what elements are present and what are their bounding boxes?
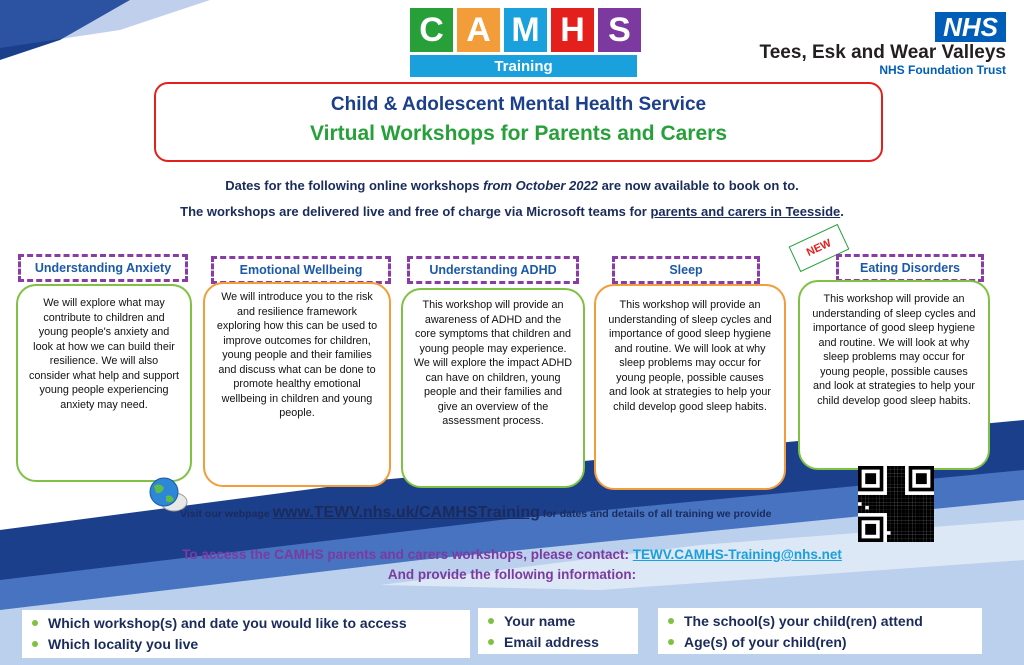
info-item: Which locality you live — [48, 634, 462, 655]
workshop-title-emotional-wellbeing: Emotional Wellbeing — [211, 256, 391, 284]
info-item: Your name — [504, 611, 630, 632]
workshop-card-eating-disorders — [798, 280, 990, 470]
info-box-workshop — [22, 610, 470, 658]
intro-date: from October 2022 — [483, 178, 598, 193]
workshop-title-sleep: Sleep — [612, 256, 760, 284]
intro-text: Dates for the following online workshops — [225, 178, 484, 193]
info-box-contact — [478, 608, 638, 654]
info-item: Email address — [504, 632, 630, 653]
workshop-card-sleep — [594, 284, 786, 490]
trust-name: Tees, Esk and Wear Valleys — [759, 42, 1006, 63]
intro-text: . — [840, 204, 844, 219]
workshop-title-anxiety: Understanding Anxiety — [18, 254, 188, 282]
logo-letter: H — [551, 8, 594, 52]
logo-letter: S — [598, 8, 641, 52]
workshop-description: This workshop will provide an understanding of sleep cycles and importance of good sleep hygiene and routine. We will look at why sleep problems may occur for young people, possible causes and look at strategies to help your child develop good sleep habits. — [608, 299, 772, 413]
workshop-title-adhd: Understanding ADHD — [407, 256, 579, 284]
intro-text: are now available to book on to. — [597, 178, 799, 193]
info-box-child — [658, 608, 982, 654]
workshop-description: This workshop will provide an understanding of sleep cycles and importance of good sleep hygiene and routine. We will look at why sleep problems may occur for young people, possible causes and look at strategies to help your child develop good sleep habits. — [812, 293, 976, 407]
new-badge: NEW — [789, 224, 850, 272]
webpage-suffix: for dates and details of all training we provide — [539, 508, 772, 520]
service-title: Child & Adolescent Mental Health Service — [330, 94, 707, 115]
title-box — [154, 82, 883, 162]
webpage-prefix: Visit our webpage — [180, 508, 273, 520]
workshop-title-eating-disorders: Eating Disorders — [836, 254, 984, 282]
intro-line-1 — [0, 178, 1024, 193]
workshop-card-anxiety — [16, 284, 192, 482]
contact-instruction: And provide the following information: — [387, 567, 637, 582]
info-item: Which workshop(s) and date you would like to access — [48, 613, 462, 634]
contact-email-link[interactable]: TEWV.CAMHS-Training@nhs.net — [632, 547, 842, 562]
intro-line-2 — [0, 204, 1024, 219]
intro-audience: parents and carers in Teesside — [650, 204, 841, 219]
webpage-link[interactable]: www.TEWV.nhs.uk/CAMHSTraining — [272, 504, 540, 521]
workshop-card-adhd — [401, 288, 585, 488]
intro-text: The workshops are delivered live and free of charge via Microsoft teams for — [180, 204, 651, 219]
webpage-row — [180, 504, 772, 522]
qr-code[interactable] — [858, 466, 934, 542]
contact-line — [0, 547, 1024, 562]
workshop-description: We will introduce you to the risk and resilience framework exploring how this can be used to improve outcomes for children, young people and their families and discuss what can be done to promote healthy emotional wellbeing in children and young people. — [216, 291, 378, 419]
nhs-logo: NHS — [935, 12, 1006, 42]
camhs-training-logo — [410, 8, 642, 80]
workshops-title: Virtual Workshops for Parents and Carers — [309, 122, 728, 145]
workshop-card-emotional-wellbeing — [203, 282, 391, 487]
logo-letter: C — [410, 8, 453, 52]
trust-subtitle: NHS Foundation Trust — [879, 63, 1006, 77]
info-item: Age(s) of your child(ren) — [684, 632, 974, 653]
contact-text: To access the CAMHS parents and carers workshops, please contact: — [182, 547, 633, 562]
logo-letter: A — [457, 8, 500, 52]
workshop-description: This workshop will provide an awareness of ADHD and the core symptoms that children and young people may experience. We will explore the impact ADHD can have on children, young people and their families and give an overview of the assessment process. — [413, 299, 573, 427]
logo-letter: M — [504, 8, 547, 52]
info-item: The school(s) your child(ren) attend — [684, 611, 974, 632]
workshop-description: We will explore what may contribute to children and young people's anxiety and look at how we can build their resilience. We will also consider what help and support young people experiencing anxiety may need. — [28, 297, 180, 411]
logo-subtitle: Training — [410, 55, 637, 77]
